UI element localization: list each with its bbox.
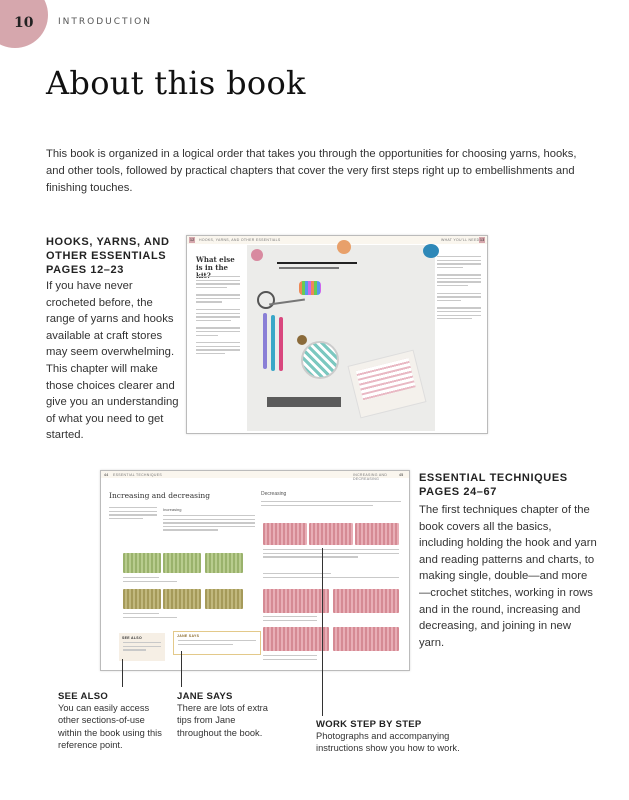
- step-photo: [263, 523, 307, 545]
- stitch-markers: [299, 281, 321, 295]
- tool-bar: [279, 267, 339, 269]
- leader-line-see-also: [122, 659, 123, 687]
- chapter2-heading-line: ESSENTIAL TECHNIQUES: [419, 472, 568, 484]
- chapter2-body: The first techniques chapter of the book covers all the basics, including holding the hook and yarn and reading patterns and charts, to making single, double—and more—crochet stitches, working in rows and in the round, increasing and decreasing, and joining in new yarn.: [419, 504, 597, 649]
- step-photo: [263, 627, 329, 651]
- swatch-photo: [163, 553, 201, 573]
- spread-title: Increasing and decreasing: [109, 491, 211, 500]
- spread-header-right: INCREASING AND DECREASING: [353, 472, 388, 481]
- chapter1-heading: [46, 235, 186, 277]
- pendant: [297, 335, 307, 345]
- tape-measure: [301, 341, 339, 379]
- step-photo: [333, 627, 399, 651]
- spread-thumbnail-techniques: [100, 470, 410, 671]
- spread-page-right: 45: [399, 472, 404, 477]
- section-label: INTRODUCTION: [58, 17, 152, 27]
- jane-says-body: There are lots of extra tips from Jane throughout the book.: [177, 703, 268, 738]
- jane-says-box: [173, 631, 261, 655]
- jane-says-heading: JANE SAYS: [177, 691, 233, 702]
- spread-page-right: 13: [480, 237, 485, 242]
- work-step-heading: WORK STEP BY STEP: [316, 719, 422, 730]
- swatch-photo: [205, 589, 243, 609]
- yarn-ball: [251, 249, 263, 261]
- chapter1-heading-line: HOOKS, YARNS, AND: [46, 236, 170, 248]
- chapter2-pages: PAGES 24–67: [419, 486, 497, 498]
- step-captions: [263, 616, 399, 623]
- step-photo: [333, 589, 399, 613]
- spread-left-text: [196, 276, 240, 356]
- spread-header-left: ESSENTIAL TECHNIQUES: [113, 472, 162, 477]
- see-also-heading: SEE ALSO: [58, 691, 109, 702]
- leader-line-work-step: [322, 548, 323, 716]
- leader-line-jane-says: [181, 651, 182, 687]
- tools-photo: [247, 245, 435, 431]
- spread-page-left: 44: [104, 472, 109, 477]
- see-also-box-label: SEE ALSO: [122, 636, 142, 640]
- page-title: About this book: [46, 64, 306, 102]
- spread-title: What else is in the: [196, 255, 235, 272]
- yarn-ball-blue: [423, 244, 439, 258]
- tool-bar: [277, 262, 357, 264]
- pattern-card: [347, 350, 426, 419]
- chapter1-pages: PAGES 12–23: [46, 264, 124, 276]
- swatch-photo: [123, 589, 161, 609]
- chapter2-heading: [419, 471, 594, 499]
- spread-header-left: HOOKS, YARNS, AND OTHER ESSENTIALS: [199, 238, 281, 242]
- step-subhead: [263, 573, 399, 580]
- spread-subhead-left: Increasing: [163, 507, 182, 512]
- hook-pink: [279, 317, 283, 371]
- swatch-photo: [163, 589, 201, 609]
- page-number: 10: [14, 15, 34, 31]
- swatch-photo: [123, 553, 161, 573]
- step-captions: [263, 549, 399, 560]
- swatch-photo: [205, 553, 243, 573]
- hook-purple: [263, 313, 267, 369]
- spread-subhead-right: Decreasing: [261, 491, 287, 497]
- see-also-body: You can easily access other sections-of-use within the book using this reference point.: [58, 703, 162, 751]
- step-captions: [263, 655, 399, 662]
- spread-right-text: [261, 501, 401, 508]
- chapter1-heading-line: OTHER ESSENTIALS: [46, 250, 167, 262]
- scissors-icon: [257, 291, 275, 309]
- spread-page-left: 12: [190, 237, 195, 242]
- spread-header-right: WHAT YOU'LL NEED: [441, 238, 480, 242]
- work-step-body: Photographs and accompanying instructions show you how to work.: [316, 731, 460, 754]
- spread-intro-text: [163, 515, 255, 533]
- spread-right-text: [437, 256, 481, 322]
- step-photo: [355, 523, 399, 545]
- work-step-callout: [316, 719, 476, 755]
- swatch-captions: [123, 577, 243, 584]
- see-also-box: [119, 633, 165, 661]
- jane-says-callout: [177, 691, 277, 739]
- see-also-callout: [58, 691, 168, 752]
- spread-thumbnail-tools: [186, 235, 488, 434]
- spread-left-text: [109, 507, 157, 521]
- jane-says-box-label: JANE SAYS: [177, 634, 200, 638]
- swatch-captions: [123, 613, 243, 620]
- step-photo: [309, 523, 353, 545]
- ruler: [267, 397, 341, 407]
- chapter1-body: If you have never crocheted before, the range of yarns and hooks available at craft stores may seem overwhelming. This chapter will make those choices clearer and give you an understanding of what you need to get started.: [46, 280, 179, 442]
- intro-paragraph: This book is organized in a logical order that takes you through the opportunities for choosing yarns, hooks, and other tools, followed by practical chapters that cover the very first steps right up to embellishments and finishing touches.: [46, 148, 577, 194]
- hook-teal: [271, 315, 275, 371]
- crochet-flower: [337, 240, 351, 254]
- step-photo: [263, 589, 329, 613]
